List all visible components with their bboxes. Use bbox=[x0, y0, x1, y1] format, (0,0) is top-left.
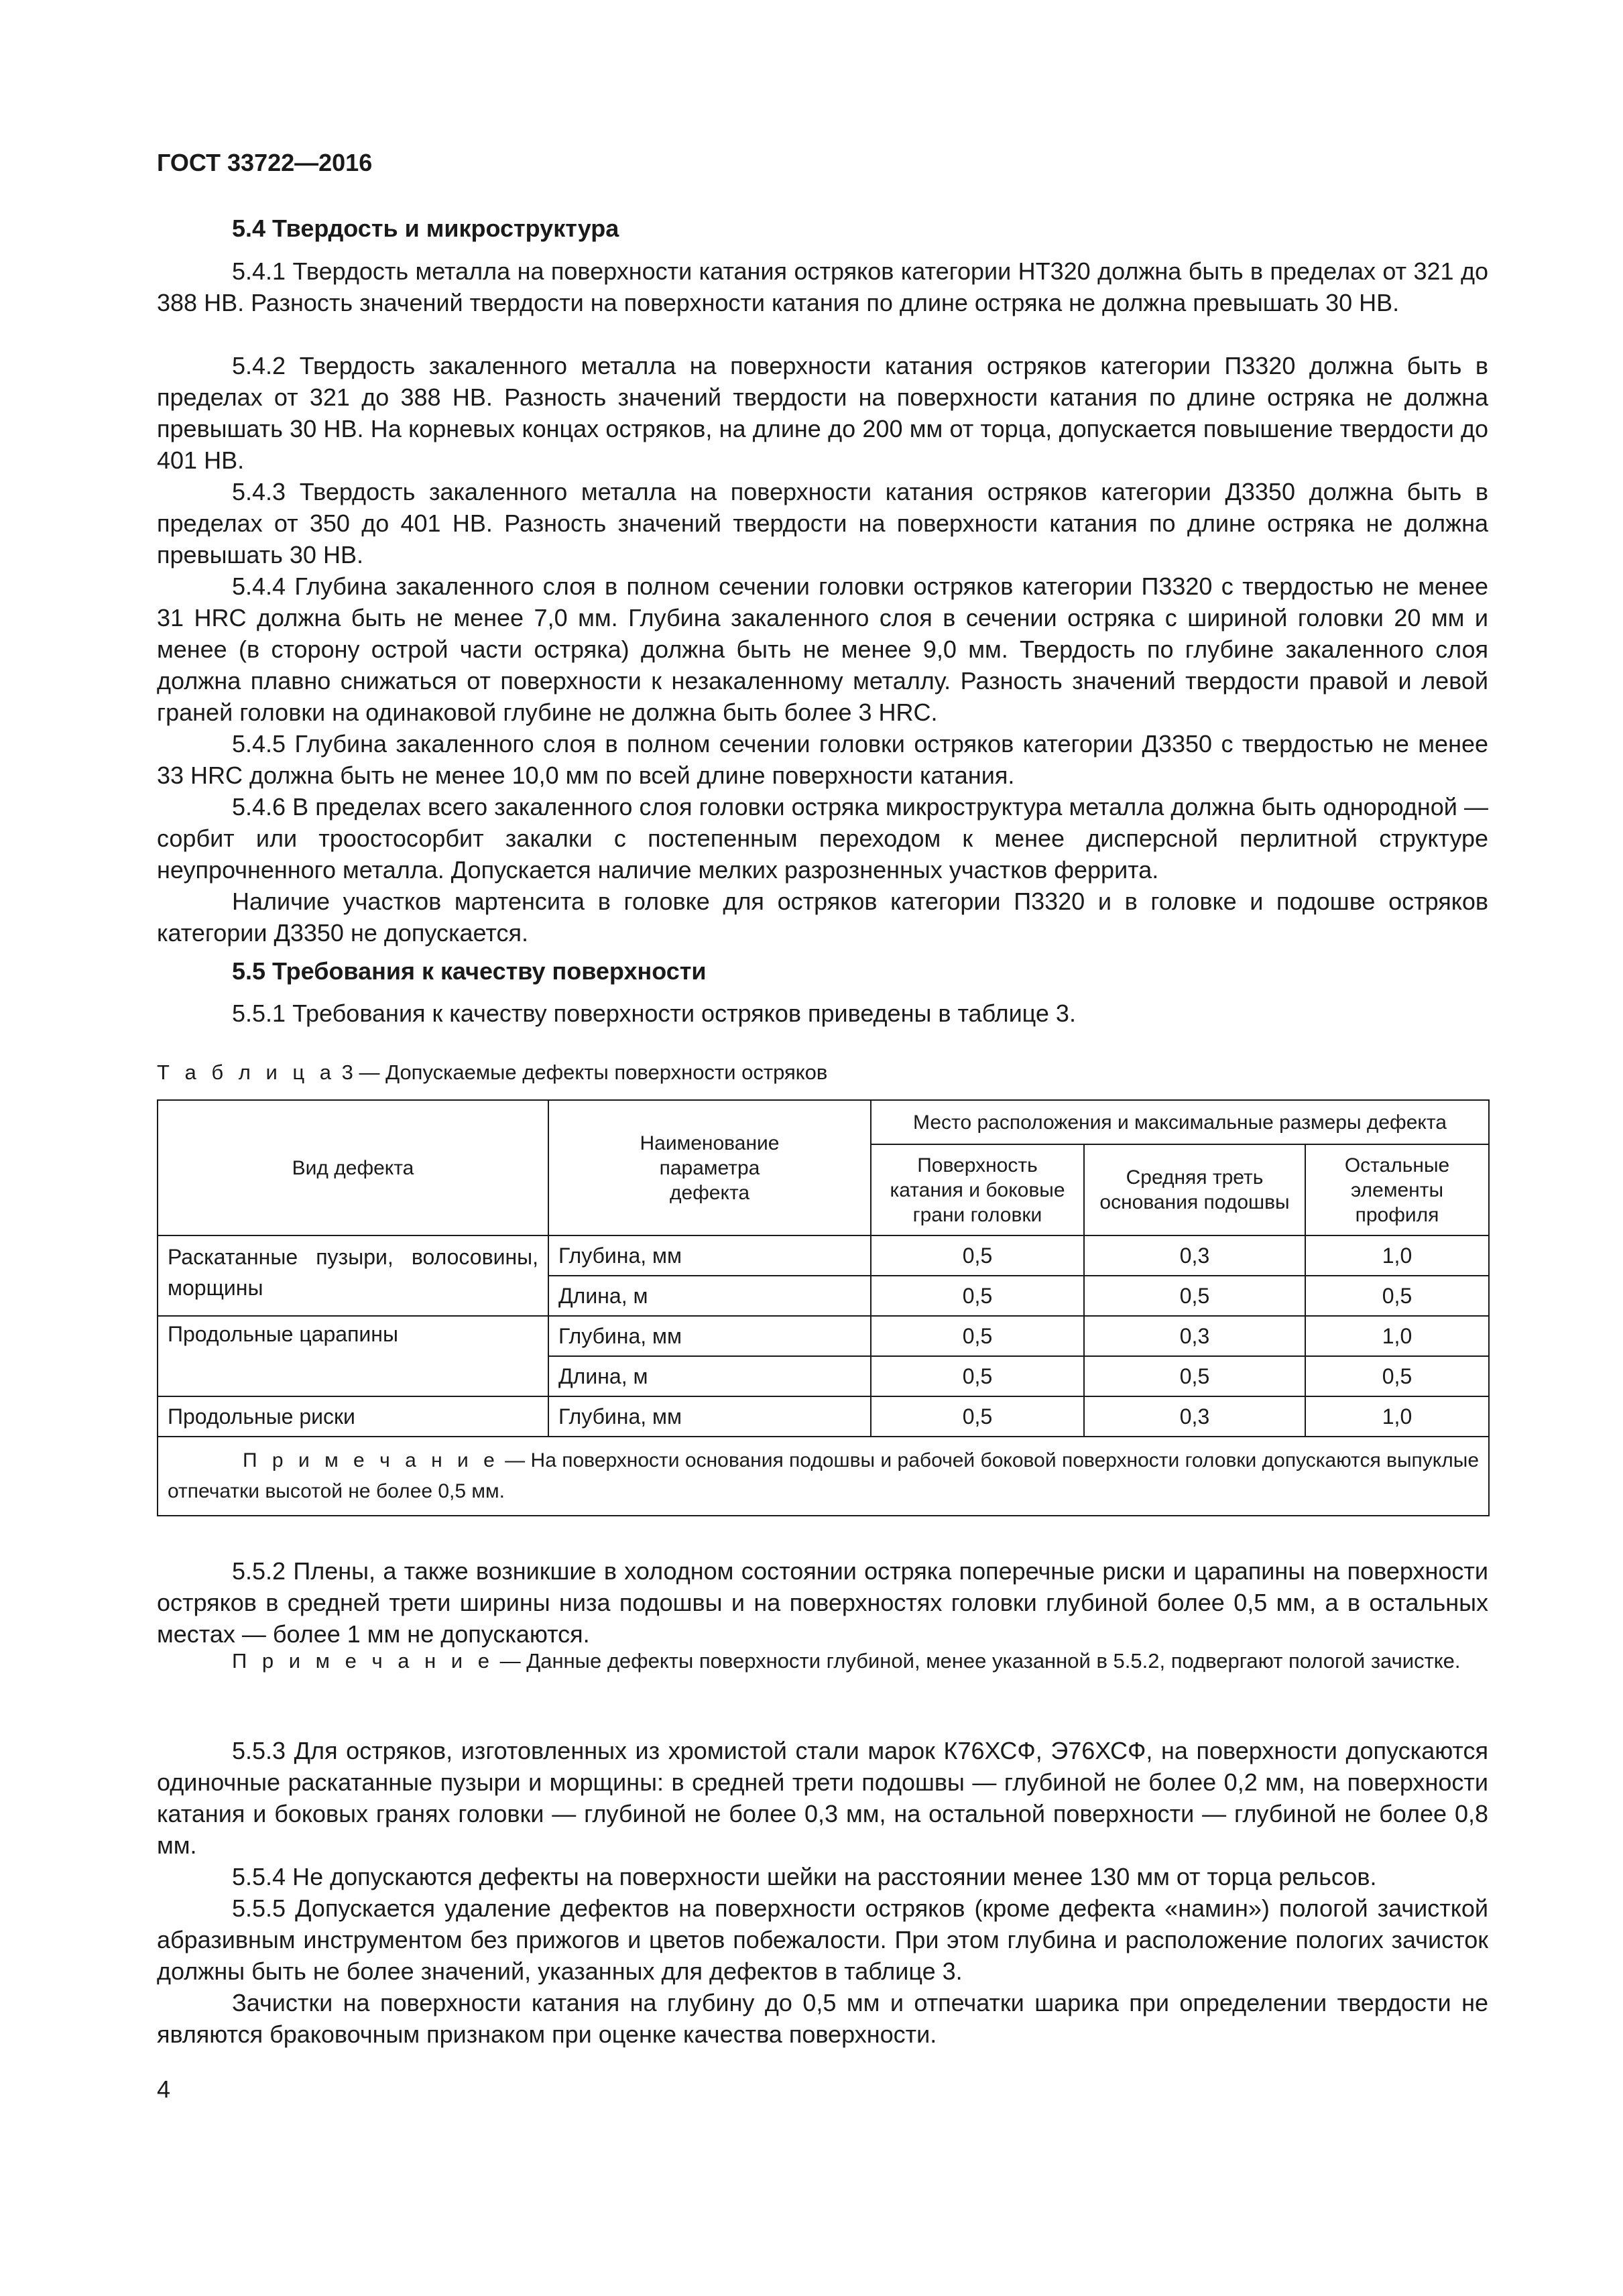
param-cell: Глубина, мм bbox=[548, 1316, 871, 1356]
paragraph-martensite: Наличие участков мартенсита в головке для остряков категории П3320 и в головке и подошве остряков категории Д3350 не допускается. bbox=[157, 888, 1488, 947]
note-5-5-2 bbox=[157, 1645, 1488, 1677]
value-cell: 0,5 bbox=[871, 1396, 1084, 1437]
header-rolling-surface: Поверхность катания и боковые грани головки bbox=[871, 1144, 1084, 1235]
note-text: — Данные дефекты поверхности глубиной, менее указанной в 5.5.2, подвергают пологой зачистке. bbox=[493, 1649, 1461, 1673]
table-note-label: П р и м е ч а н и е bbox=[243, 1449, 499, 1471]
paragraph-5-5-4: 5.5.4 Не допускаются дефекты на поверхности шейки на расстоянии менее 130 мм от торца рельсов. bbox=[232, 1863, 1377, 1890]
table-row bbox=[158, 1396, 1489, 1437]
table-note bbox=[158, 1437, 1489, 1516]
paragraph-5-4-1: 5.4.1 Твердость металла на поверхности катания остряков категории НТ320 должна быть в пределах от 321 до 388 НВ. Разность значений твердости на поверхности катания по длине остряка не должна превышать 30 НВ. bbox=[157, 257, 1488, 316]
value-cell: 0,5 bbox=[871, 1235, 1084, 1276]
value-cell: 1,0 bbox=[1305, 1396, 1489, 1437]
value-cell: 0,5 bbox=[1084, 1356, 1305, 1396]
param-cell: Глубина, мм bbox=[548, 1396, 871, 1437]
table-row bbox=[158, 1235, 1489, 1276]
header-other-elements: Остальные элементы профиля bbox=[1305, 1144, 1489, 1235]
defects-table bbox=[157, 1099, 1490, 1516]
value-cell: 0,5 bbox=[1305, 1276, 1489, 1316]
document-header: ГОСТ 33722—2016 bbox=[157, 149, 373, 176]
table-caption bbox=[157, 1061, 827, 1085]
defect-cell: Продольные риски bbox=[158, 1396, 548, 1437]
paragraph-5-5-5: 5.5.5 Допускается удаление дефектов на поверхности остряков (кроме дефекта «намин») пологой зачисткой абразивным инструментом без прижогов и цветов побежалости. При этом глубина и расположение пологих зачисток должны быть не более значений, указанных для дефектов в таблице 3. bbox=[157, 1894, 1488, 1985]
value-cell: 0,3 bbox=[1084, 1235, 1305, 1276]
value-cell: 0,3 bbox=[1084, 1396, 1305, 1437]
paragraph-5-4-4: 5.4.4 Глубина закаленного слоя в полном сечении головки остряков категории П3320 с твердостью не менее 31 HRC должна быть не менее 7,0 мм. Глубина закаленного слоя в сечении остряка с шириной головки 20 мм и менее (в сторону острой части остряка) должна быть не менее 9,0 мм. Твердость по глубине закаленного слоя должна плавно снижаться от поверхности к незакаленному металлу. Разность значений твердости правой и левой граней головки на одинаковой глубине не должна быть более 3 HRC. bbox=[157, 572, 1488, 726]
table-caption-text: 3 — Допускаемые дефекты поверхности остряков bbox=[336, 1061, 828, 1084]
table-note-row bbox=[158, 1437, 1489, 1516]
section-5-5-title: 5.5 Требования к качеству поверхности bbox=[232, 957, 707, 985]
header-sole-middle-third: Средняя треть основания подошвы bbox=[1084, 1144, 1305, 1235]
value-cell: 0,5 bbox=[871, 1356, 1084, 1396]
param-cell: Глубина, мм bbox=[548, 1235, 871, 1276]
value-cell: 1,0 bbox=[1305, 1235, 1489, 1276]
defect-cell: Продольные царапины bbox=[158, 1316, 548, 1396]
table-note-text: — На поверхности основания подошвы и рабочей боковой поверхности головки допускаются выпуклые отпечатки высотой не более 0,5 мм. bbox=[168, 1449, 1479, 1502]
value-cell: 1,0 bbox=[1305, 1316, 1489, 1356]
defect-cell: Раскатанные пузыри, волосовины, морщины bbox=[158, 1235, 548, 1316]
header-location-group: Место расположения и максимальные размеры дефекта bbox=[871, 1100, 1489, 1144]
page-number: 4 bbox=[157, 2075, 171, 2103]
value-cell: 0,3 bbox=[1084, 1316, 1305, 1356]
note-label: П р и м е ч а н и е bbox=[232, 1649, 494, 1673]
header-defect-type: Вид дефекта bbox=[158, 1100, 548, 1235]
paragraph-5-4-3: 5.4.3 Твердость закаленного металла на поверхности катания остряков категории Д3350 должна быть в пределах от 350 до 401 НВ. Разность значений твердости на поверхности катания по длине остряка не должна превышать 30 НВ. bbox=[157, 478, 1488, 568]
param-cell: Длина, м bbox=[548, 1356, 871, 1396]
section-5-4-title: 5.4 Твердость и микроструктура bbox=[232, 215, 619, 242]
paragraph-5-5-3: 5.5.3 Для остряков, изготовленных из хромистой стали марок К76ХСФ, Э76ХСФ, на поверхности допускаются одиночные раскатанные пузыри и морщины: в средней трети подошвы — глубиной не более 0,2 мм, на поверхности катания и боковых гранях головки — глубиной не более 0,3 мм, на остальной поверхности — глубиной не более 0,8 мм. bbox=[157, 1737, 1488, 1859]
paragraph-5-4-6: 5.4.6 В пределах всего закаленного слоя головки остряка микроструктура металла должна быть однородной — сорбит или троостосорбит закалки с постепенным переходом к менее дисперсной перлитной структуре неупрочненного металла. Допускается наличие мелких разрозненных участков феррита. bbox=[157, 793, 1488, 884]
table-caption-label: Т а б л и ц а bbox=[157, 1061, 337, 1084]
param-cell: Длина, м bbox=[548, 1276, 871, 1316]
value-cell: 0,5 bbox=[871, 1276, 1084, 1316]
value-cell: 0,5 bbox=[871, 1316, 1084, 1356]
paragraph-grinding: Зачистки на поверхности катания на глубину до 0,5 мм и отпечатки шарика при определении твердости не являются браковочным признаком при оценке качества поверхности. bbox=[157, 1989, 1488, 2048]
value-cell: 0,5 bbox=[1084, 1276, 1305, 1316]
header-parameter: Наименование параметра дефекта bbox=[548, 1100, 871, 1235]
paragraph-5-4-2: 5.4.2 Твердость закаленного металла на поверхности катания остряков категории П3320 должна быть в пределах от 321 до 388 НВ. Разность значений твердости на поверхности катания по длине остряка не должна превышать 30 НВ. На корневых концах остряков, на длине до 200 мм от торца, допускается повышение твердости до 401 НВ. bbox=[157, 352, 1488, 474]
paragraph-5-5-1: 5.5.1 Требования к качеству поверхности остряков приведены в таблице 3. bbox=[232, 1000, 1076, 1027]
paragraph-5-4-5: 5.4.5 Глубина закаленного слоя в полном сечении головки остряков категории Д3350 с твердостью не менее 33 HRC должна быть не менее 10,0 мм по всей длине поверхности катания. bbox=[157, 730, 1488, 789]
value-cell: 0,5 bbox=[1305, 1356, 1489, 1396]
table-row bbox=[158, 1316, 1489, 1356]
paragraph-5-5-2: 5.5.2 Плены, а также возникшие в холодном состоянии остряка поперечные риски и царапины на поверхности остряков в средней трети ширины низа подошвы и на поверхностях головки глубиной более 0,5 мм, а в остальных местах — более 1 мм не допускаются. bbox=[157, 1557, 1488, 1648]
table-header-row bbox=[158, 1100, 1489, 1144]
